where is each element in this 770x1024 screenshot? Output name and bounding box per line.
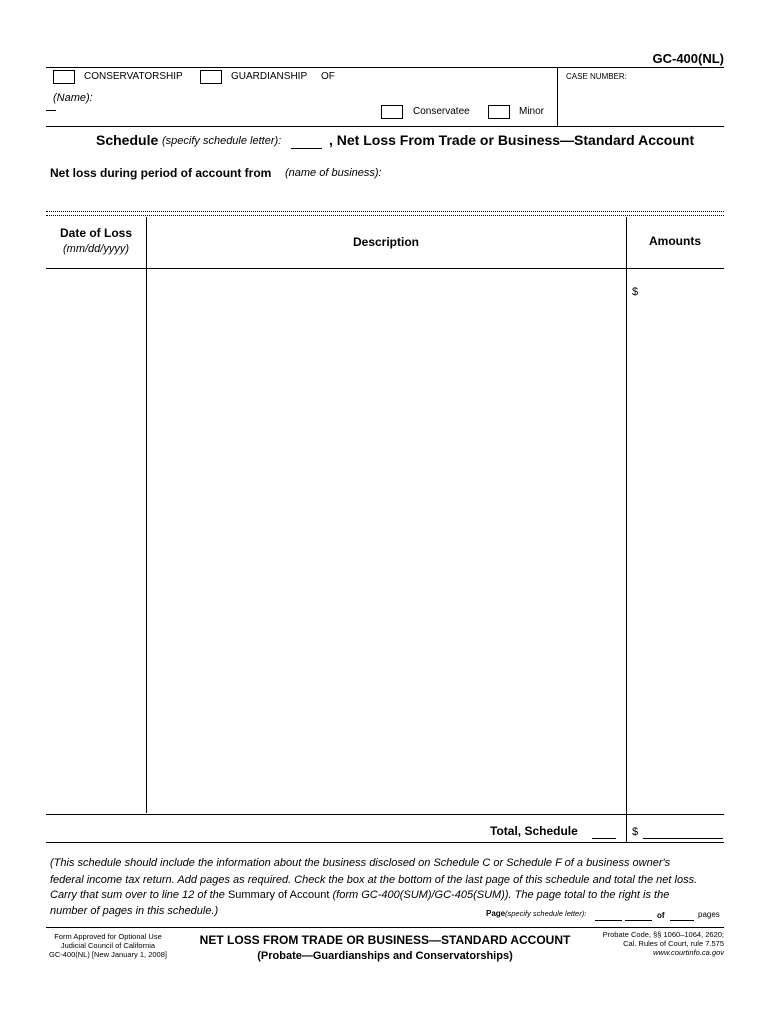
footer-approval: Form Approved for Optional Use bbox=[54, 932, 162, 941]
total-pages-field[interactable] bbox=[670, 920, 694, 921]
form-id: GC-400(NL) bbox=[652, 51, 724, 66]
case-number-divider bbox=[557, 67, 558, 126]
header-top-rule bbox=[46, 67, 724, 68]
instructions-line-3 bbox=[50, 889, 669, 901]
footer-probate-code: Probate Code, §§ 1060–1064, 2620; bbox=[602, 930, 724, 939]
description-field[interactable] bbox=[147, 269, 626, 814]
total-row-bottom-rule bbox=[46, 842, 724, 843]
instructions-line-3a: Carry that sum over to line 12 of the bbox=[50, 889, 225, 901]
page-label: Page bbox=[486, 909, 506, 918]
conservatorship-label: CONSERVATORSHIP bbox=[84, 71, 183, 82]
minor-label: Minor bbox=[519, 106, 545, 117]
amounts-field[interactable] bbox=[627, 269, 724, 814]
description-header: Description bbox=[352, 235, 419, 249]
conservatee-label: Conservatee bbox=[413, 106, 470, 117]
total-dollar-sign: $ bbox=[632, 826, 639, 838]
total-schedule-label: Total, Schedule bbox=[490, 824, 578, 838]
footer-title: NET LOSS FROM TRADE OR BUSINESS—STANDARD ACCOUNT bbox=[199, 933, 571, 947]
guardianship-checkbox[interactable] bbox=[200, 70, 222, 84]
of-label-page: of bbox=[657, 911, 665, 920]
page-number-field[interactable] bbox=[595, 920, 622, 921]
schedule-letter-field[interactable] bbox=[291, 148, 322, 149]
date-of-loss-field[interactable] bbox=[46, 269, 146, 814]
footer-form-version: GC-400(NL) [New January 1, 2008] bbox=[49, 950, 167, 959]
footer-website-link[interactable]: www.courtinfo.ca.gov bbox=[653, 948, 724, 957]
schedule-label: Schedule bbox=[96, 132, 159, 148]
net-loss-hint: (name of business): bbox=[285, 167, 382, 179]
total-amount-field[interactable] bbox=[643, 838, 723, 839]
net-loss-label: Net loss during period of account from bbox=[50, 166, 272, 180]
instructions-line-2: federal income tax return. Add pages as required. Check the box at the bottom of the last page of this schedule and total the net loss. bbox=[50, 874, 698, 886]
table-body-bottom-rule bbox=[46, 814, 724, 815]
guardianship-label: GUARDIANSHIP bbox=[231, 71, 308, 82]
date-of-loss-header: Date of Loss bbox=[59, 226, 132, 240]
instructions-line-4: number of pages in this schedule.) bbox=[50, 905, 219, 917]
footer-left bbox=[46, 932, 170, 959]
pages-label: pages bbox=[698, 910, 720, 919]
total-schedule-letter-field[interactable] bbox=[592, 838, 616, 839]
footer-right bbox=[603, 930, 724, 957]
conservatee-checkbox[interactable] bbox=[381, 105, 403, 119]
header-bottom-rule bbox=[46, 126, 724, 127]
date-format-hint: (mm/dd/yyyy) bbox=[63, 243, 129, 255]
minor-checkbox[interactable] bbox=[488, 105, 510, 119]
footer-court-rules: Cal. Rules of Court, rule 7.575 bbox=[623, 939, 724, 948]
page-hint: (specify schedule letter): bbox=[505, 909, 587, 918]
footer-council: Judicial Council of California bbox=[60, 941, 156, 950]
conservatorship-checkbox[interactable] bbox=[53, 70, 75, 84]
footer-rule bbox=[46, 927, 724, 928]
case-number-label: CASE NUMBER: bbox=[566, 72, 627, 81]
name-tick bbox=[46, 110, 56, 111]
schedule-title: , Net Loss From Trade or Business—Standard Account bbox=[329, 132, 695, 148]
schedule-hint: (specify schedule letter): bbox=[162, 135, 282, 147]
name-label: (Name): bbox=[53, 92, 93, 104]
business-name-field[interactable] bbox=[46, 184, 724, 208]
instructions-line-1: (This schedule should include the information about the business disclosed on Schedule C or Schedule F of a business owner's bbox=[50, 857, 671, 869]
page-schedule-field[interactable] bbox=[625, 920, 652, 921]
amounts-header: Amounts bbox=[649, 234, 701, 248]
of-label: OF bbox=[321, 71, 335, 82]
table-top-rule bbox=[46, 211, 724, 216]
footer-subtitle: (Probate—Guardianships and Conservatorships) bbox=[257, 950, 513, 962]
instructions-summary-ref: Summary of Account bbox=[227, 889, 330, 901]
amount-dollar-sign: $ bbox=[632, 286, 639, 298]
instructions-line-3c: (form GC-400(SUM)/GC-405(SUM)). The page total to the right is the bbox=[332, 889, 670, 901]
